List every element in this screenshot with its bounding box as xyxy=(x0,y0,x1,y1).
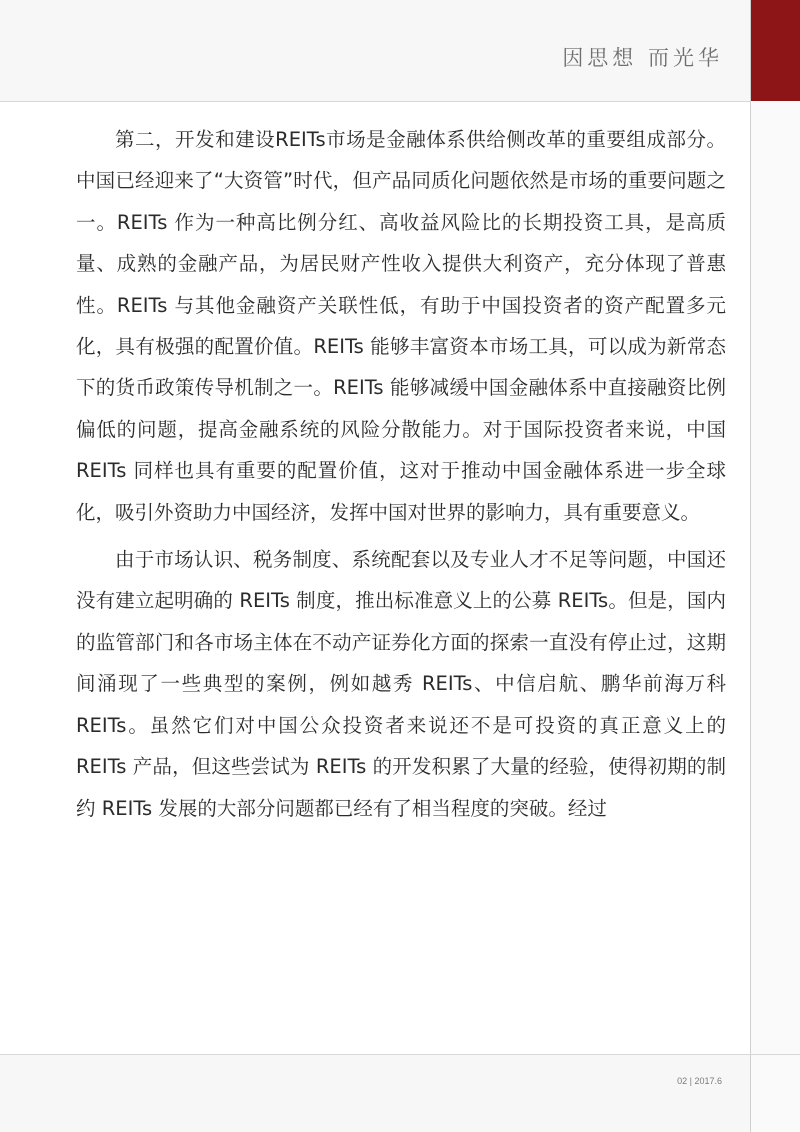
footer-bar xyxy=(0,1055,750,1132)
paragraph: 由于市场认识、税务制度、系统配套以及专业人才不足等问题，中国还没有建立起明确的 REITs 制度，推出标准意义上的公募 REITs。但是，国内的监管部门和各市场主体在不动产证券化方面的探索一直没有停止过，这期间涌现了一些典型的案例，例如越秀 REITs、中信启航、鹏华前海万科 REITs。虽然它们对中国公众投资者来说还不是可投资的真正意义上的 REITs 产品，但这些尝试为 REITs 的开发积累了大量的经验，使得初期的制约 REITs 发展的大部分问题都已经有了相当程度的突破。经过 xyxy=(76,548,726,820)
footer-divider xyxy=(0,1054,800,1055)
red-corner-tab xyxy=(751,0,800,101)
page-number: 02 | 2017.6 xyxy=(677,1076,722,1086)
article-body xyxy=(76,119,726,835)
right-margin-panel xyxy=(751,101,800,1132)
header-slogan: 因思想 而光华 xyxy=(562,46,723,70)
right-margin-rule xyxy=(750,0,751,1132)
paragraph: 第二，开发和建设REITs市场是金融体系供给侧改革的重要组成部分。中国已经迎来了“大资管”时代，但产品同质化问题依然是市场的重要问题之一。REITs 作为一种高比例分红、高收益风险比的长期投资工具，是高质量、成熟的金融产品，为居民财产性收入提供大利资产，充分体现了普惠性。REITs 与其他金融资产关联性低，有助于中国投资者的资产配置多元化，具有极强的配置价值。REITs 能够丰富资本市场工具，可以成为新常态下的货币政策传导机制之一。REITs 能够减缓中国金融体系中直接融资比例偏低的问题，提高金融系统的风险分散能力。对于国际投资者来说，中国 REITs 同样也具有重要的配置价值，这对于推动中国金融体系进一步全球化，吸引外资助力中国经济，发挥中国对世界的影响力，具有重要意义。 xyxy=(76,128,726,524)
header-divider xyxy=(0,101,750,102)
